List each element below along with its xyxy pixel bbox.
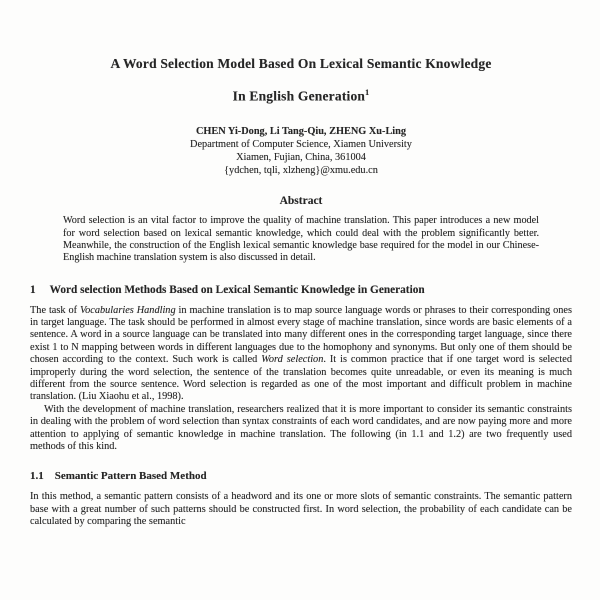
authors-line: CHEN Yi-Dong, Li Tang-Qiu, ZHENG Xu-Ling — [195, 125, 407, 137]
paper-title — [30, 56, 572, 105]
paragraph-2: With the development of machine translation, researchers realized that it is more important to consider its semantic constraints in dealing with the problem of word selection than syntax constraints of each word candidates, and are now paying more and more attention to applying of semantic knowledge in machine translation. The following (in 1.1 and 1.2) are two frequently used methods of this kind. — [30, 403, 572, 452]
paragraph-1: The task of Vocabularies Handling in machine translation is to map source language words or phrases to their corresponding ones in target language. The task should be performed in almost every stage of machine translation, since words are basic elements of a sentence. A word in a source language can be translated into many different ones in the corresponding target language, since there exist 1 to N mapping between words in different languages due to the homophony and synonyms. But only one of them should be chosen according to the context. Such work is called Word selection. It is common practice that if one target word is selected improperly during the word selection, the sentence of the translation becomes quite unreadable, or even its meaning is much different from the source sentence. Word selection is regarded as one of the most important and difficult problem in machine translation. (Liu Xiaohu et al., 1998). — [30, 304, 573, 403]
section-1-number: 1 — [30, 283, 36, 296]
paper-title-line1: A Word Selection Model Based On Lexical Semantic Knowledge — [110, 56, 492, 71]
affiliation-line: Department of Computer Science, Xiamen University — [190, 138, 412, 150]
abstract-heading: Abstract — [279, 195, 323, 208]
section-1-heading — [30, 283, 572, 297]
abstract-text: Word selection is an vital factor to improve the quality of machine translation. This paper introduces a new model for word selection based on lexical semantic knowledge, which could deal with the problem significantly better. Meanwhile, the construction of the English lexical semantic knowledge base required for the model in our Chinese-English machine translation system is also discussed in detail. — [63, 215, 539, 264]
address-line: Xiamen, Fujian, China, 361004 — [236, 151, 366, 163]
section-1-1-number: 1.1 — [30, 470, 44, 483]
email-line: {ydchen, tqli, xlzheng}@xmu.edu.cn — [224, 165, 378, 177]
author-block — [30, 125, 572, 178]
section-1-1-title: Semantic Pattern Based Method — [54, 470, 207, 483]
title-footnote-marker: 1 — [365, 88, 370, 97]
paper-title-line2-text: In English Generation — [232, 88, 366, 104]
section-1-1-heading — [30, 469, 572, 483]
paper-title-line2 — [30, 85, 572, 105]
paragraph-3: In this method, a semantic pattern consists of a headword and its one or more slots of semantic constraints. The semantic pattern base with a great number of such patterns should be constructed first. In word selection, the probability of each candidate can be calculated by comparing the semantic — [30, 491, 572, 528]
section-1-title: Word selection Methods Based on Lexical Semantic Knowledge in Generation — [49, 283, 425, 296]
